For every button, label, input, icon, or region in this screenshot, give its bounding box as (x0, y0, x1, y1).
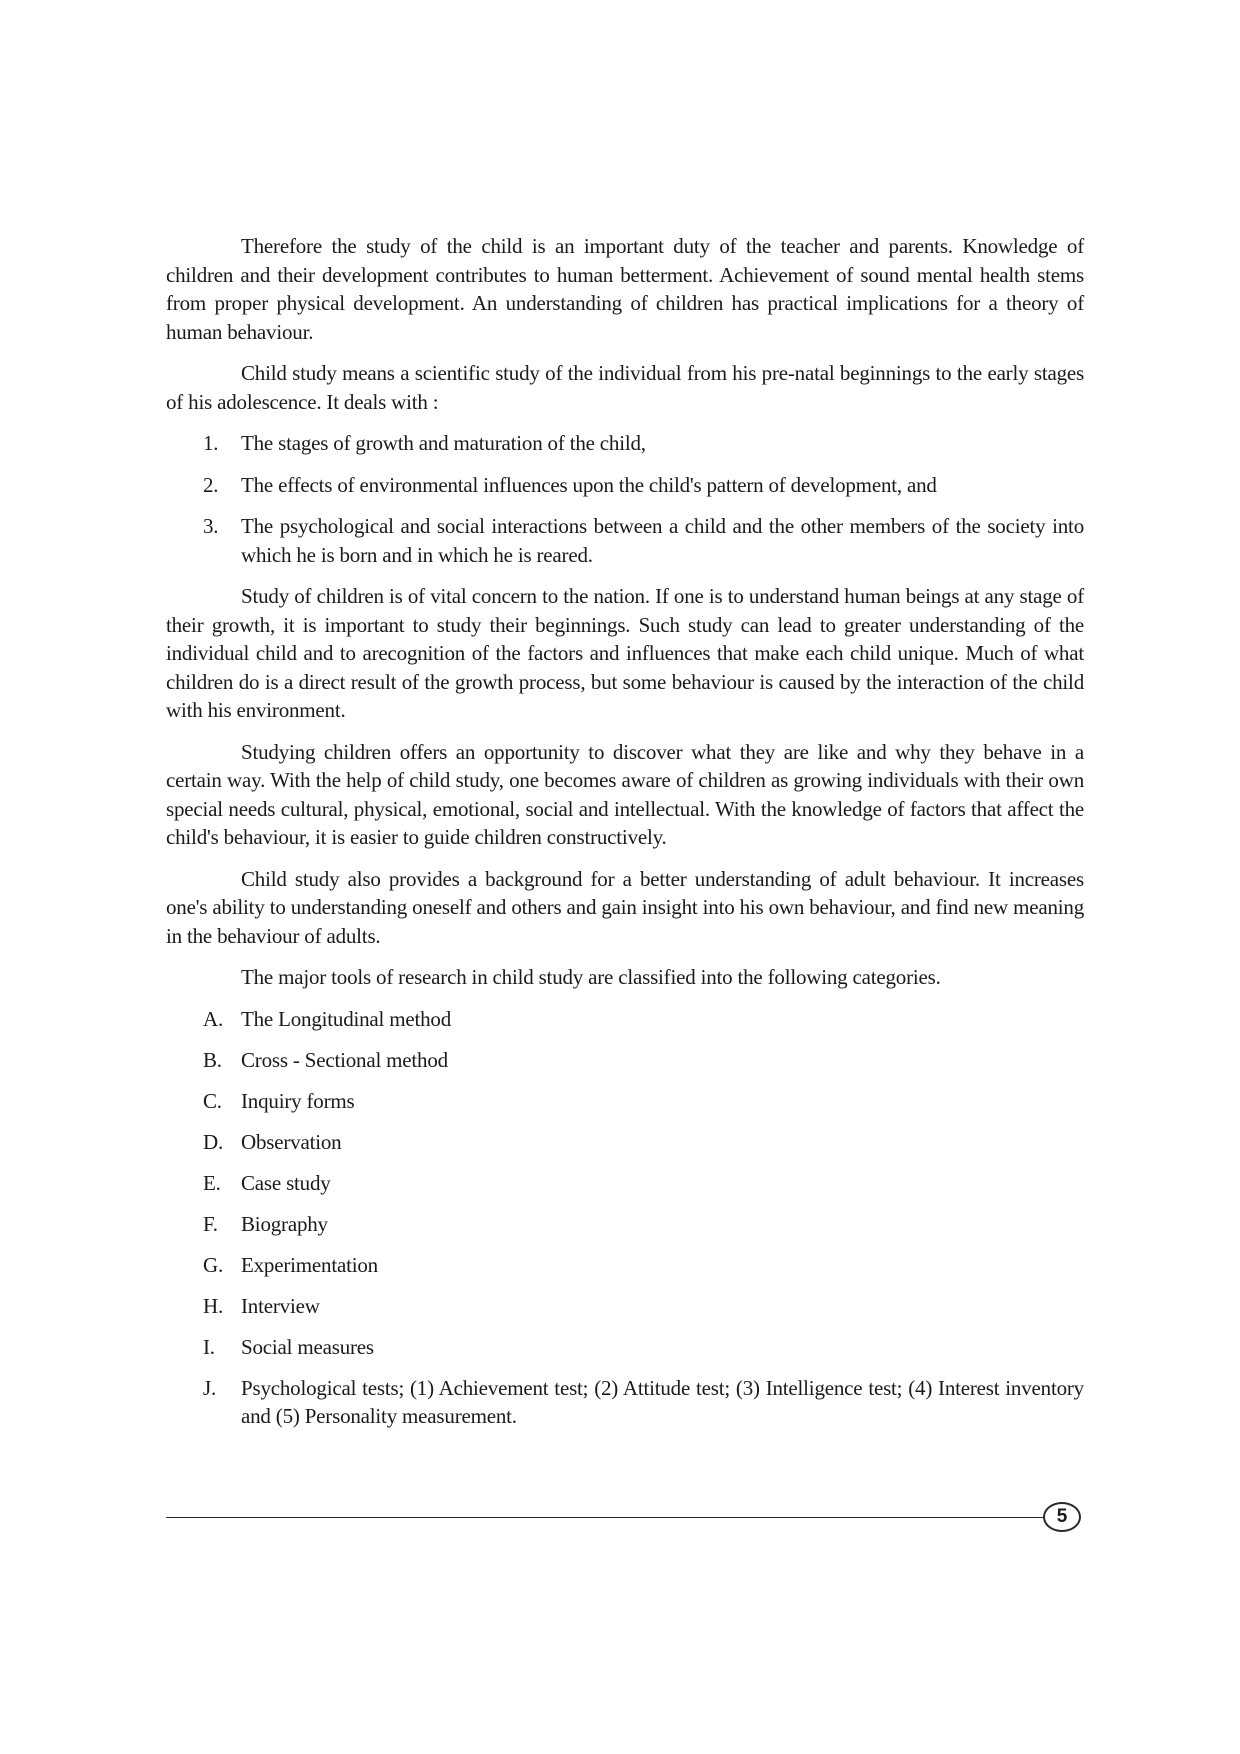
list-marker: I. (203, 1334, 215, 1359)
list-item (166, 1292, 1084, 1321)
list-item-text: The stages of growth and maturation of the child, (241, 431, 646, 455)
list-marker: A. (203, 1006, 224, 1031)
list-item (166, 1046, 1084, 1075)
page-body (166, 232, 1084, 1444)
paragraph: Therefore the study of the child is an important duty of the teacher and parents. Knowledge of children and their development contributes to human betterment. Achievement of sound mental health stems from proper physical development. An understanding of children has practical implications for a theory of human behaviour. (166, 234, 1084, 344)
list-item-text: The psychological and social interactions between a child and the other members of the society into which he is born and in which he is reared. (241, 514, 1084, 567)
list-item-text: Interview (241, 1293, 320, 1318)
paragraph: Child study also provides a background for a better understanding of adult behaviour. It increases one's ability to understanding oneself and others and gain insight into his own behaviour, and find new meaning in the behaviour of adults. (166, 866, 1084, 948)
list-item (166, 471, 1084, 500)
list-item (166, 1374, 1084, 1431)
list-marker: F. (203, 1211, 218, 1236)
list-marker: G. (203, 1252, 224, 1277)
list-marker: 1. (203, 431, 219, 455)
list-marker: 3. (203, 514, 219, 538)
list-item-text: The Longitudinal method (241, 1006, 452, 1031)
paragraph: Child study means a scientific study of the individual from his pre-natal beginnings to the early stages of his adolescence. It deals with : (166, 361, 1084, 414)
list-marker: J. (203, 1375, 217, 1400)
list-item (166, 429, 1084, 458)
page-number-badge (1043, 1502, 1081, 1532)
list-item (166, 1128, 1084, 1157)
list-item (166, 1251, 1084, 1280)
list-item-text: Case study (241, 1170, 331, 1195)
list-item-text: Biography (241, 1211, 328, 1236)
list-item-text: Observation (241, 1129, 342, 1154)
paragraph: Studying children offers an opportunity to discover what they are like and why they behave in a certain way. With the help of child study, one becomes aware of children as growing individuals with their own special needs cultural, physical, emotional, social and intellectual. With the knowledge of factors that affect the child's behaviour, it is easier to guide children constructively. (166, 739, 1084, 849)
page-number: 5 (1056, 1506, 1068, 1527)
list-item (166, 1169, 1084, 1198)
list-item-text: Experimentation (241, 1252, 378, 1277)
list-item (166, 1087, 1084, 1116)
list-item-text: Inquiry forms (241, 1088, 355, 1113)
list-marker: 2. (203, 472, 219, 497)
list-item-text: Social measures (241, 1334, 374, 1359)
paragraph: The major tools of research in child study are classified into the following categories. (241, 965, 941, 989)
lettered-list (166, 1005, 1084, 1431)
list-item-text: Psychological tests; (1) Achievement test; (2) Attitude test; (3) Intelligence test; (4) Interest inventory and (5) Personality measurement. (241, 1375, 1084, 1428)
list-item (166, 1005, 1084, 1034)
list-item (166, 512, 1084, 569)
list-item-text: The effects of environmental influences upon the child's pattern of development, and (241, 472, 937, 497)
list-marker: D. (203, 1129, 224, 1154)
paragraph: Study of children is of vital concern to the nation. If one is to understand human beings at any stage of their growth, it is important to study their beginnings. Such study can lead to greater understanding of the individual child and to arecognition of the factors and influences that make each child unique. Much of what children do is a direct result of the growth process, but some behaviour is caused by the interaction of the child with his environment. (166, 584, 1084, 722)
list-marker: H. (203, 1293, 224, 1318)
numbered-list (166, 429, 1084, 569)
list-marker: B. (203, 1047, 222, 1072)
list-item (166, 1210, 1084, 1239)
list-item-text: Cross - Sectional method (241, 1047, 448, 1072)
list-marker: E. (203, 1170, 221, 1195)
list-item (166, 1333, 1084, 1362)
footer-rule (166, 1517, 1044, 1518)
list-marker: C. (203, 1088, 222, 1113)
